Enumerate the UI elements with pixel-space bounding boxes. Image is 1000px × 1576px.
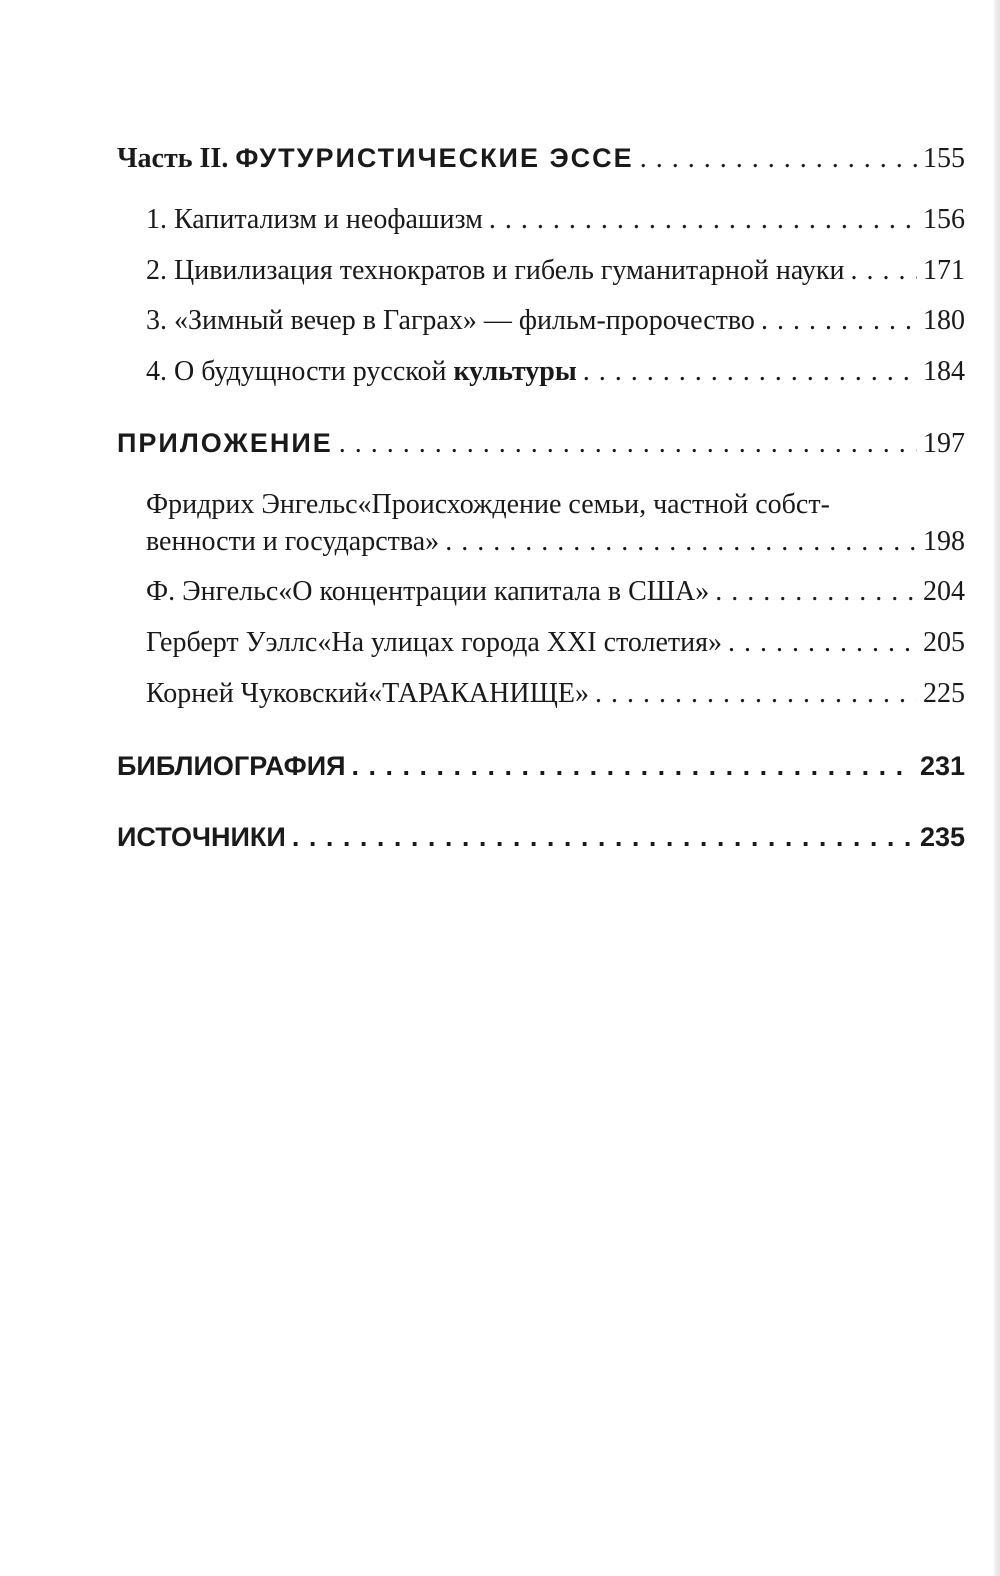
toc-page-number: 225 xyxy=(923,678,965,709)
toc-part2-label xyxy=(117,140,634,177)
dot-leader xyxy=(292,819,914,855)
toc-entry-engels-line2[interactable] xyxy=(146,524,965,560)
toc-page-number: 235 xyxy=(919,822,965,852)
toc-entry-label: Фридрих Энгельс«Происхождение семьи, частной собст- xyxy=(146,489,830,520)
toc-entry-engels-line1[interactable] xyxy=(146,487,830,523)
dot-leader xyxy=(595,676,917,712)
toc-entry-label: 1. Капитализм и неофашизм xyxy=(146,204,483,235)
toc-entry-bibliography[interactable] xyxy=(117,748,965,784)
toc-entry-label-bold: культуры xyxy=(453,356,577,387)
toc-page-number: 198 xyxy=(923,526,965,557)
toc-entry-label: Герберт Уэллс«На улицах города XXI столетия» xyxy=(146,627,722,658)
toc-entry-label: Корней Чуковский«ТАРАКАНИЩЕ» xyxy=(146,678,589,709)
toc-entry-label: 2. Цивилизация технократов и гибель гуманитарной науки xyxy=(146,255,845,286)
toc-entry-appendix[interactable] xyxy=(117,425,965,462)
toc-entry-label: Ф. Энгельс«О концентрации капитала в США» xyxy=(146,576,710,607)
dot-leader xyxy=(489,202,917,238)
toc-entry-label: 3. «Зимный вечер в Гаграх» — фильм-пророчество xyxy=(146,305,755,336)
part2-prefix: Часть II. xyxy=(117,143,229,174)
toc-entry-engels-usa[interactable] xyxy=(146,574,965,610)
dot-leader xyxy=(445,524,917,560)
appendix-title: ПРИЛОЖЕНИЕ xyxy=(117,428,333,458)
toc-entry-label: венности и государства» xyxy=(146,526,440,557)
toc-page-number: 205 xyxy=(923,627,965,658)
toc-entry-item-1[interactable] xyxy=(146,202,965,238)
dot-leader xyxy=(761,303,917,339)
toc-entry-label-plain: 4. О будущности русской xyxy=(146,356,447,387)
dot-leader xyxy=(583,354,917,390)
toc-page-number: 156 xyxy=(923,204,965,235)
toc-entry-chukovsky[interactable] xyxy=(146,676,965,712)
dot-leader xyxy=(715,574,917,610)
dot-leader xyxy=(728,625,917,661)
toc-page-number: 231 xyxy=(919,751,965,781)
part2-title: ФУТУРИСТИЧЕСКИЕ ЭССЕ xyxy=(235,143,634,173)
dot-leader xyxy=(850,253,917,289)
toc-page-number: 184 xyxy=(923,356,965,387)
dot-leader xyxy=(352,748,914,784)
toc-entry-sources[interactable] xyxy=(117,819,965,855)
dot-leader xyxy=(640,141,917,177)
toc-entry-item-2[interactable] xyxy=(146,253,965,289)
toc-page-number: 171 xyxy=(923,255,965,286)
sources-title: ИСТОЧНИКИ xyxy=(117,822,286,852)
toc-entry-label xyxy=(146,354,577,390)
bibliography-title: БИБЛИОГРАФИЯ xyxy=(117,751,346,781)
toc-entry-item-3[interactable] xyxy=(146,303,965,339)
dot-leader xyxy=(339,426,917,462)
toc-page-number: 204 xyxy=(923,576,965,607)
toc-page-number: 155 xyxy=(923,143,965,174)
toc-entry-item-4[interactable] xyxy=(146,354,965,390)
toc-entry-wells[interactable] xyxy=(146,625,965,661)
toc-page-number: 180 xyxy=(923,305,965,336)
toc-page-number: 197 xyxy=(923,428,965,459)
toc-entry-part2[interactable] xyxy=(117,140,965,177)
